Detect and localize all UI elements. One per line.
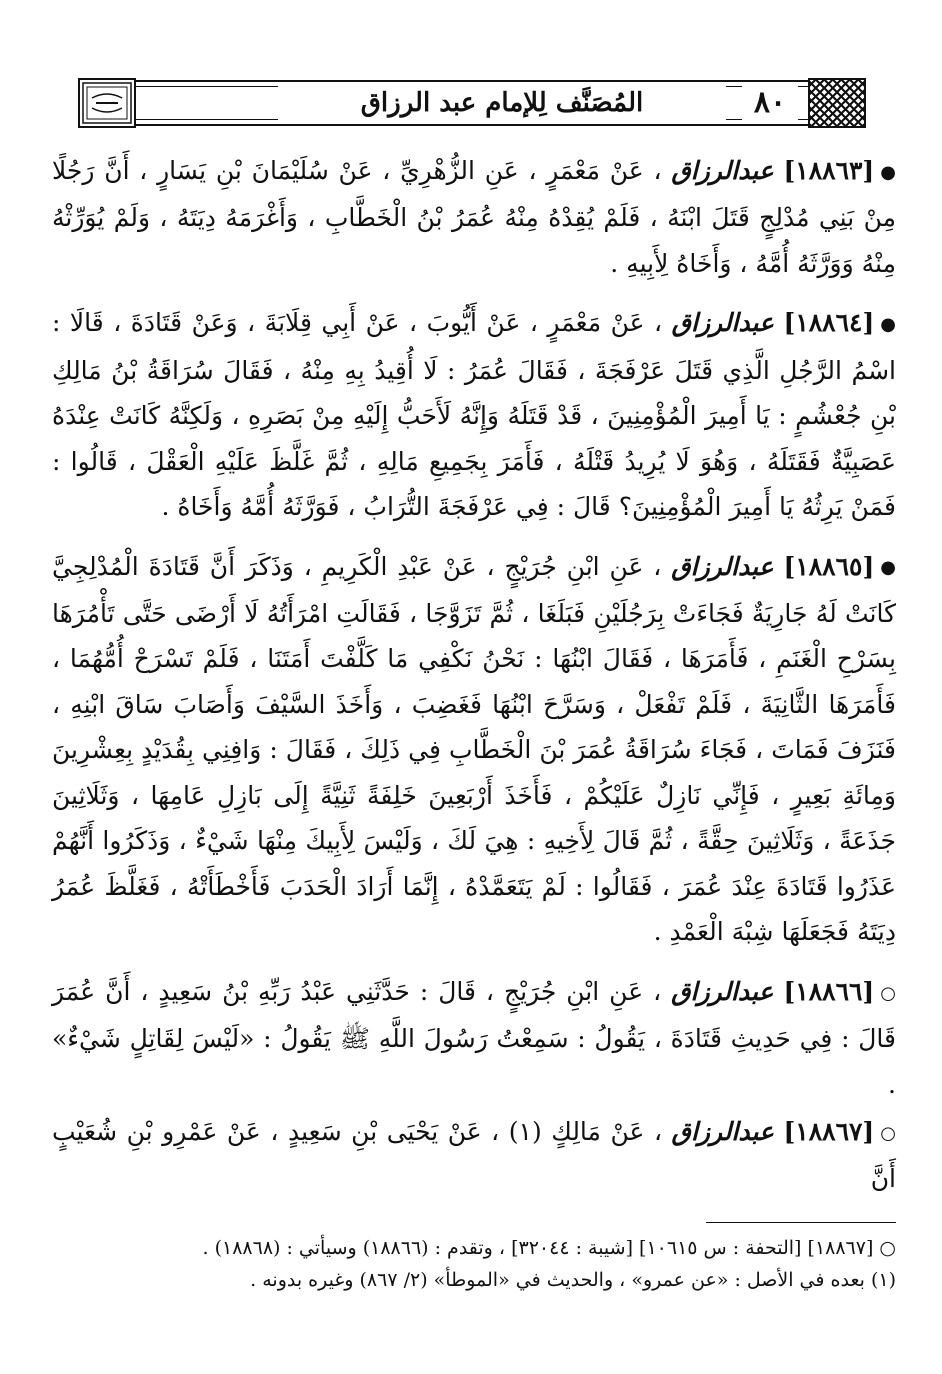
book-seal-icon (78, 78, 136, 128)
entry-number: [١٨٨٦٦] (783, 976, 875, 1006)
entry-bullet-icon: ● (880, 314, 897, 335)
entry-text: ، عَنْ مَعْمَرٍ ، عَنِ الزُّهْرِيِّ ، عَنْ سُلَيْمَانَ بْنِ يَسَارٍ ، أَنَّ رَجُلًا مِنْ بَنِي مُدْلِجٍ قَتَلَ ابْنَهُ ، فَلَمْ يُقِدْهُ مِنْهُ عُمَرُ بْنُ الْخَطَّابِ ، وَأَغْرَمَهُ دِيَتَهُ ، وَلَمْ يُوَرِّثْهُ مِنْهُ وَوَرَّثَهُ أُمَّهُ ، وَأَخَاهُ لِأَبِيهِ . (52, 156, 896, 278)
footnote-takhrij: ○ [١٨٨٦٧] [التحفة : س ١٠٦١٥] [شيبة : ٣٢٠٤٤] ، وتقدم : (١٨٨٦٦) وسيأتي : (١٨٨٦٨) . (202, 1237, 896, 1259)
entry-author: عبدالرزاق (671, 976, 774, 1006)
hadith-entry-18863 (52, 148, 896, 286)
running-title: المُصَنَّف لِلإمام عبد الرزاق (278, 82, 726, 124)
entry-bullet-icon: ● (880, 557, 897, 579)
hadith-entry-18867 (52, 1109, 896, 1202)
page-header (78, 78, 866, 128)
entry-author: عبدالرزاق (671, 551, 774, 581)
entry-bullet-icon: ● (880, 161, 896, 183)
header-rule-bottom (78, 124, 866, 126)
entry-bullet-icon: ○ (880, 1122, 896, 1144)
seal-graphic (80, 80, 134, 126)
entry-text: ، عَنْ مَعْمَرٍ ، عَنْ أَيُّوبَ ، عَنْ أَبِي قِلَابَةَ ، وَعَنْ قَتَادَةَ ، قَالَا : اسْمُ الرَّجُلِ الَّذِي قَتَلَ عَرْفَجَةَ ، فَقَالَ عُمَرُ : لَا أُقِيدُ بِهِ مِنْهُ ، فَقَالَ سُرَاقَةُ بْنُ مَالِكِ بْنِ جُعْشُمٍ : يَا أَمِيرَ الْمُؤْمِنِينَ ، قَدْ قَتَلَهُ وَإِنَّهُ لَأَحَبُّ إِلَيْهِ مِنْ بَصَرِهِ ، وَلَكِنَّهُ كَانَتْ عِنْدَهُ عَصَبِيَّةٌ فَقَتَلَهُ ، وَهُوَ لَا يُرِيدُ قَتْلَهُ ، فَأَمَرَ بِجَمِيعِ مَالِهِ ، ثُمَّ غَلَّظَ عَلَيْهِ الْعَقْلَ ، قَالُوا : فَمَنْ يَرِثُهُ يَا أَمِيرَ الْمُؤْمِنِينَ؟ قَالَ : فِي عَرْفَجَةَ التُّرَابُ ، فَوَرَّثَهُ أُمَّهُ وَأَخَاهُ . (52, 308, 896, 521)
entry-author: عبدالرزاق (671, 1117, 774, 1146)
entry-number: [١٨٨٦٣] (783, 156, 875, 185)
hadith-entry-18866 (52, 969, 896, 1107)
footnote-separator (706, 1222, 896, 1223)
entry-author: عبدالرزاق (671, 156, 774, 185)
entry-text: ، عَنْ مَالِكٍ (١) ، عَنْ يَحْيَى بْنِ سَعِيدٍ ، عَنْ عَمْرِو بْنِ شُعَيْبٍ أَنَّ (52, 1117, 896, 1194)
page-number: ٨٠ (742, 82, 798, 124)
main-text (52, 148, 896, 1202)
footnote-1: (١) بعده في الأصل : «عن عمرو» ، والحديث في «الموطأ» (٢/ ٨٦٧) وغيره بدونه . (250, 1269, 896, 1291)
entry-number: [١٨٨٦٧] (783, 1117, 875, 1146)
footnotes (52, 1232, 896, 1296)
hadith-entry-18864 (52, 300, 896, 529)
header-ornament-icon (808, 78, 866, 128)
hadith-entry-18865 (52, 544, 896, 955)
entry-number: [١٨٨٦٥] (783, 551, 875, 581)
entry-author: عبدالرزاق (671, 308, 774, 338)
entry-number: [١٨٨٦٤] (783, 308, 875, 338)
entry-bullet-icon: ○ (880, 982, 896, 1004)
entry-text: ، عَنِ ابْنِ جُرَيْجٍ ، عَنْ عَبْدِ الْكَرِيمِ ، وَذَكَرَ أَنَّ قَتَادَةَ الْمُدْلِجِيَّ كَانَتْ لَهُ جَارِيَةٌ فَجَاءَتْ بِرَجُلَيْنِ فَبَلَغَا ، ثُمَّ تَزَوَّجَا ، فَقَالَتِ امْرَأَتُهُ لَا أَرْضَى حَتَّى تَأْمُرَهَا بِسَرْحِ الْغَنَمِ ، فَأَمَرَهَا ، فَقَالَ ابْنُهَا : نَحْنُ نَكْفِي مَا كَلَّفْتَ أَمَتَنَا ، فَلَمْ تَسْرَحْ أُمُّهُمَا ، فَأَمَرَهَا الثَّانِيَةَ ، فَلَمْ تَفْعَلْ ، وَسَرَّحَ ابْنُهَا فَغَضِبَ ، وَأَخَذَ السَّيْفَ وَأَصَابَ سَاقَ ابْنِهِ ، فَنَزَفَ فَمَاتَ ، فَجَاءَ سُرَاقَةُ عُمَرَ بْنَ الْخَطَّابِ فِي ذَلِكَ ، فَقَالَ : وَافِنِي بِقُدَيْدٍ بِعِشْرِينَ وَمِائَةِ بَعِيرٍ ، فَإِنِّي نَازِلٌ عَلَيْكُمْ ، فَأَخَذَ أَرْبَعِينَ خَلِفَةً ثَنِيَّةً إِلَى بَازِلِ عَامِهَا ، وَثَلَاثِينَ جَذَعَةً ، وَثَلَاثِينَ حِقَّةً ، ثُمَّ قَالَ لِأَخِيهِ : هِيَ لَكَ ، وَلَيْسَ لِأَبِيكَ مِنْهَا شَيْءٌ ، وَذَكَرُوا أَنَّهُمْ عَذَرُوا قَتَادَةَ عِنْدَ عُمَرَ ، فَقَالُوا : لَمْ يَتَعَمَّدْهُ ، إِنَّمَا أَرَادَ الْحَدَبَ فَأَخْطَأَتْهُ ، فَغَلَّظَ عُمَرُ دِيَتَهُ فَجَعَلَهَا شِبْهَ الْعَمْدِ . (52, 551, 896, 947)
entry-text: ، عَنِ ابْنِ جُرَيْجٍ ، قَالَ : حَدَّثَنِي عَبْدُ رَبِّهِ بْنُ سَعِيدٍ ، أَنَّ عُمَرَ قَالَ : فِي حَدِيثِ قَتَادَةَ ، يَقُولُ : سَمِعْتُ رَسُولَ اللَّهِ ﷺ يَقُولُ : «لَيْسَ لِقَاتِلٍ شَيْءٌ» . (52, 976, 896, 1099)
